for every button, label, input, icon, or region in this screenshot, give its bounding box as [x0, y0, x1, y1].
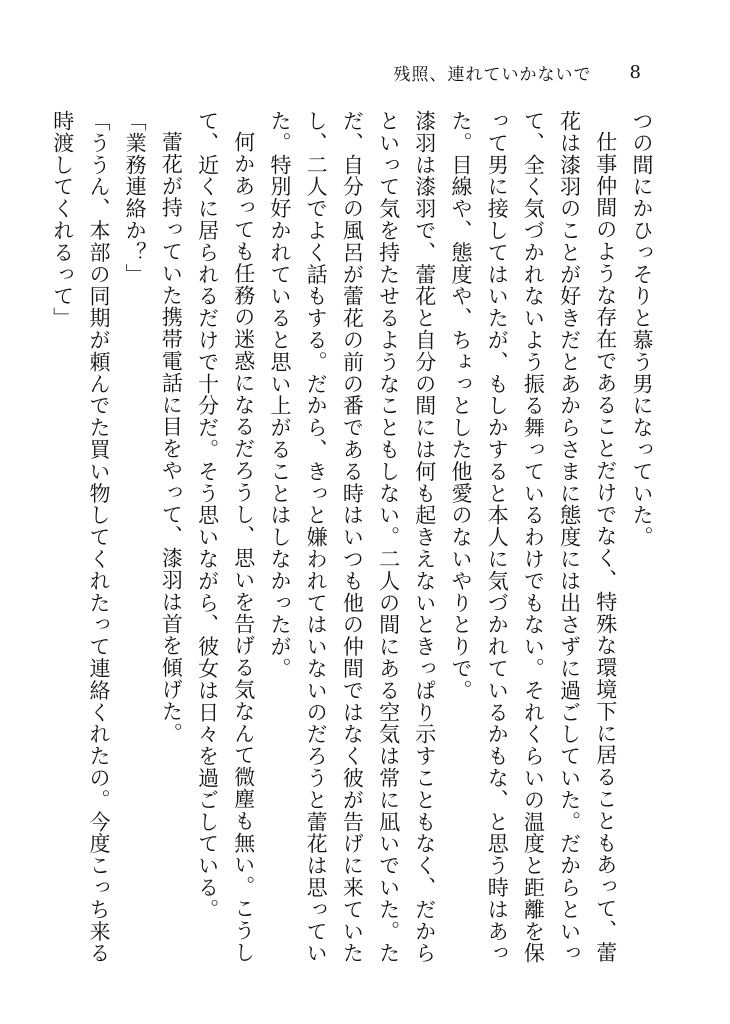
paragraph: 何かあっても任務の迷惑になるだろうし、思いを告げる気なんて微塵も無い。こうして、近くに居られるだけで十分だ。そう思いながら、彼女は日々を過ごしている。	[195, 110, 256, 964]
running-header	[394, 58, 642, 86]
paragraph: つの間にかひっそりと慕う男になっていた。	[630, 110, 654, 548]
paragraph: 仕事仲間のような存在であることだけでなく、特殊な環境下に居ることもあって、蕾花は漆羽のことが好きだとあからさまに態度には出さずに過ごしていた。だからといって、全く気づかれないよう振る舞っているわけでもない。それくらいの温度と距離を保って男に接してはいたが、もしかすると本人に気づかれているかもな、と思う時はあった。目線や、態度や、ちょっとした他愛のないやりとりで。	[448, 110, 618, 965]
paragraph: 漆羽は漆羽で、蕾花と自分の間には何も起きえないときっぱり示すこともなく、だからといって気を持たせるようなこともしない。二人の間にある空気は常に凪いでいた。ただ、自分の風呂が蕾花の前の番である時はいつも他の仲間ではなく彼が告げに来ていたし、二人でよく話もする。だから、きっと嫌われてはいないのだろうと蕾花は思っていた。特別好かれていると思い上がることはしなかったが。	[267, 110, 437, 965]
page-number: 8	[629, 61, 642, 83]
dialogue-line: 「業務連絡か？」	[123, 110, 148, 286]
paragraph: 蕾花が持っていた携帯電話に目をやって、漆羽は首を傾げた。	[159, 131, 184, 745]
body-text	[50, 110, 660, 970]
dialogue-line: 「ううん、本部の同期が頼んでた買い物してくれたって連絡くれたの。今度こっち来る時渡してくれるって」	[50, 110, 111, 965]
book-title: 残照、連れていかないで	[393, 64, 592, 85]
